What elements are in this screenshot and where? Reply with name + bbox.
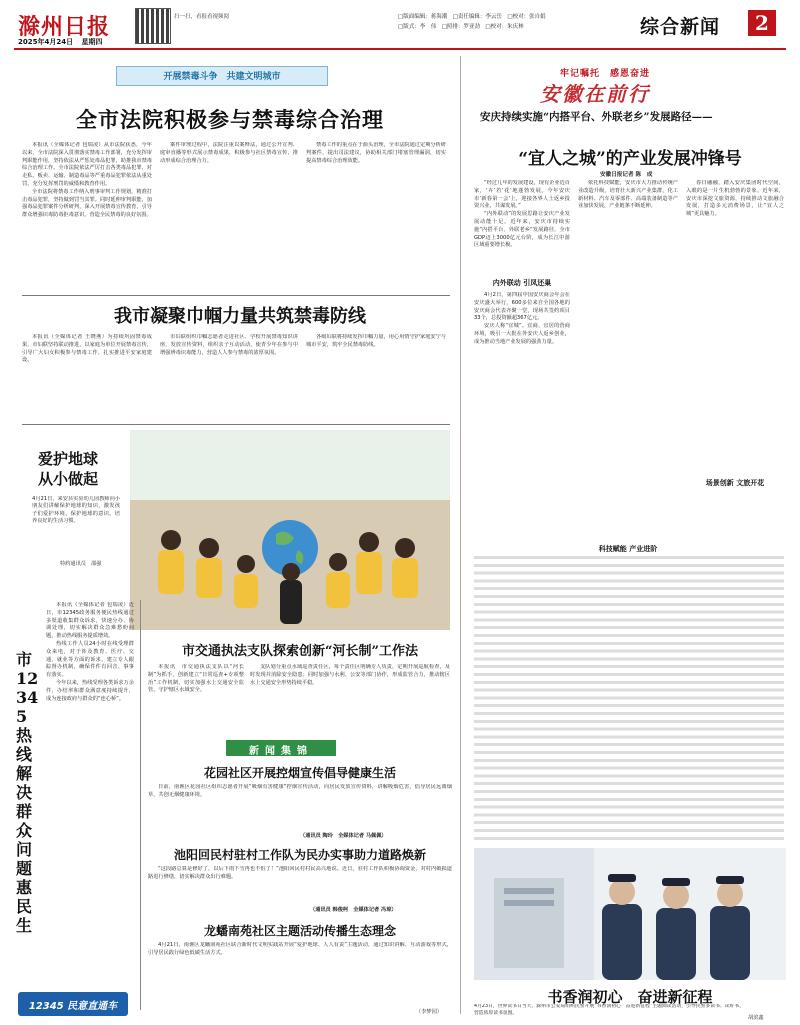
hotline-body [46,602,134,1002]
river-body-col1 [148,664,244,736]
anqing-subhead-3: 场景创新 文旅开花 [705,478,765,487]
hotline-para-2: 热线工作人员24小时在线受理群众来电，对于涉及教育、医疗、交通、就业等方面的诉求，建立专人跟踪督办机制，确保件件有回音、事事有落实。 [46,640,134,679]
newsgroup-label: 新闻集锦 [249,746,313,757]
hotline-vertical-headline: 市12345热线解决群众问题惠民生 [16,650,39,935]
earth-headline-1: 爱护地球 [38,450,99,468]
courts-para-4: 禁毒工作的重点在于源头治理，全市法院通过定期分析研判案件，提出司法建议，协助相关部门堵塞管理漏洞，切实提高禁毒综合治理效能。 [306,142,446,164]
anqing-kicker: 安庆持续实施“内搭平台、外联老乡”发展路径—— [480,111,713,123]
anqing-subhead-2: 科技赋能 产业进阶 [598,544,658,553]
anqing-para-2: “内外联动”的发展思路让安庆产业发展动能十足。近年来，安庆市持续实施“内搭平台、外联老乡”发展路径，全市GDP迈上3000亿元台阶，成为长江中游区域重要增长极。 [474,211,570,249]
women-body-col3 [306,334,446,418]
women-body-col1 [22,334,152,418]
editor-row-2: □版式：李 伟 □照排：罗亚劲 □校对：朱庆林 [398,24,524,30]
editor-row-1: □版面编辑：蒋海潮 □责任编辑：李云岳 □校对：张自娟 [398,14,546,20]
weekday-text: 星期四 [81,38,103,46]
anqing-col2 [578,180,678,540]
campaign-banner-text: 开展禁毒斗争 共建文明城市 [163,72,281,82]
anqing-para-6: 春日融融，踏入安庆集团时代空间，入眼的是一片生机勃勃的景象。近年来，安庆市深挖文旅资源，持续推动文旅融合发展，打造多元消费场景，让“宜人之城”更具魅力。 [686,180,784,218]
date-text: 2025年4月24日 [18,38,74,46]
anqing-col1-b [474,292,570,538]
courts-body-col1 [22,142,152,290]
divider [22,424,450,425]
courts-para-1: 本报讯（全媒体记者 包瑞凌）从市法院获悉，今年以来，全市法院深入贯彻落实禁毒工作部署，充分发挥审判职能作用，坚持依法从严惩处毒品犯罪，助推我市禁毒综合治理工作。全市法院依法严厉打击各类毒品犯罪，对走私、贩卖、运输、制造毒品等严重毒品犯罪依法从重处罚，充分发挥刑罚的威慑和教育作用。 [22,142,152,187]
qr-code [135,8,171,44]
anqing-col1-a [474,180,570,272]
paper-name: 滁州日报 [18,14,111,40]
divider [140,600,141,1010]
women-para-1: 本报讯（全媒体记者 王晓燕）为持续巩固禁毒成果，市妇联坚持联动推进，以家庭为单位开展禁毒宣传，引导广大妇女积极参与禁毒工作，扎实推进平安家庭建设。 [22,334,152,364]
campaign-series-slogan: 牢记嘱托 感恩奋进 [560,69,651,79]
earth-caption: 4月21日，来安县实验幼儿园教师向小朋友们讲解保护地球的知识，激发孩子们爱护环境、保护地球的意识，培养良好的生活习惯。 [32,496,120,525]
reading-photo [474,848,786,980]
qr-note: 扫一扫，看报看视频阅 [174,14,230,20]
anqing-para-4: 安庆人称“宜城”。宜商、宜居的营商环境，吸引一大批在外安庆人返乡创业，成为推动当地产业发展的强劲力量。 [474,323,570,345]
reading-caption: 4月23日，世界读书日当天，滁州市公安局组织民警开展“书香润初心 奋进新征程”主题阅读活动，引导民警多读书、读好书，营造浓厚读书氛围。 [474,1004,744,1016]
courts-headline: 全市法院积极参与禁毒综合治理 [76,107,384,132]
anqing-lower-text [474,556,784,844]
brief3-para: 4月21日，南谯区龙蟠南苑社区联合新时代文明实践站开展“爱护地球、人人有责”主题活动，通过知识讲解、互动游戏等形式，引导居民践行绿色低碳生活方式。 [148,942,452,956]
brief3-byline: （李梦园） [416,1009,442,1015]
courts-para-2: 全市法院将禁毒工作纳入刑事审判工作规划，精准打击毒品犯罪，坚持做到罚当其罪。同时延伸审判职能，加强毒品犯罪案件分析研判，深入开展禁毒宣传教育，引导群众增强识毒防毒拒毒意识，营造全民禁毒的良好氛围。 [22,188,152,219]
river-para-2: 支队划分重点水域巡查责任区，每个责任区明确专人负责，定期开展巡航检查，及时发现并消除安全隐患；同时加强与水利、公安等部门协作，形成监管合力，推动辖区水上交通安全形势持续平稳。 [250,664,450,686]
section-title: 综合新闻 [640,16,721,38]
editor-credits [398,12,608,32]
brief1-headline: 花园社区开展控烟宣传倡导健康生活 [203,766,396,780]
hotline-para-1: 本报讯（全媒体记者 包瑞凌）近日，市12345政务服务便民热线通过多渠道收集群众诉求，快速分办、协调处理，切实解决群众急难愁盼问题，推动热线服务提质增效。 [46,602,134,640]
earth-photo-illustration [130,430,450,630]
reading-credit: 胡滨鑫 [748,1015,764,1021]
divider [22,295,450,296]
courts-para-3: 案件审理过程中，法院注重以案释法，通过公开宣判、庭审直播等形式展示禁毒成果，积极参与社区禁毒宣传，推动形成综合治理合力。 [160,142,298,164]
river-headline: 市交通执法支队探索创新“河长制”工作法 [182,644,418,659]
earth-photo [130,430,450,630]
river-body-col2 [250,664,450,736]
reading-headline: 书香润初心 奋进新征程 [547,988,713,1006]
anqing-para-3: 4月2日，第四届中国安庆商会年会在安庆盛大举行，600多位来自全国各地的安庆商会代表齐聚一堂，现场共签约项目33个，总投资额超367亿元。 [474,292,570,322]
issue-date [18,37,103,47]
women-para-2: 市妇联组织巾帼志愿者走进社区、学校开展禁毒知识讲座，发放宣传资料，组织亲子互动活动，使青少年在参与中增强辨毒识毒能力，营造人人参与禁毒的浓厚氛围。 [160,334,298,356]
brief3-headline: 龙蟠南苑社区主题活动传播生态理念 [203,924,396,938]
page-number: 2 [755,11,769,35]
anqing-para-5: 依托科技赋能，安庆市大力推动传统产业改造升级，培育壮大新兴产业集群，化工新材料、汽车及零部件、高端装备制造等产业加快发展，产业链条不断延伸。 [578,180,678,210]
brief2-para: “这段路总算是修好了，以后下雨下雪再也不怕了！”池阳回民村村民高兴地说。近日，驻村工作队积极协调资金，对村内破损道路进行修缮，切实解决群众出行难题。 [148,866,452,880]
women-body-col2 [160,334,298,418]
campaign-series-title: 安徽在前行 [540,82,650,106]
divider [460,56,461,1014]
masthead-rule [14,48,786,50]
reading-photo-illustration [474,848,786,980]
women-headline: 我市凝聚巾帼力量共筑禁毒防线 [114,306,366,327]
brief2-body [148,866,452,906]
anqing-para-1: “经过几年的发展建设，现有企业近百家，‘卉’若‘花’地蓬勃发展。今年安庆市‘新春第一会’上，迎接各界人士返乡投资兴业，共谋发展。” [474,180,570,210]
hotline-para-3: 今年以来，热线受理各类诉求万余件，办结率和群众满意度持续提升，成为连接政府与群众的“连心桥”。 [46,679,134,702]
courts-body-col3 [306,142,446,290]
anqing-subhead-1: 内外联动 引凤还巢 [492,278,552,287]
brief1-para: 日前，南谯区花园社区组织志愿者开展“吸烟有害健康”控烟宣传活动，向居民发放宣传资料，讲解吸烟危害，倡导居民远离烟草，共创无烟健康环境。 [148,784,452,798]
earth-headline-2: 从小做起 [38,470,99,488]
anqing-author: 安徽日报记者 陈 成 [600,172,653,178]
river-para-1: 本报讯 市交通执法支队以“河长制”为抓手，创新建立“日常巡查+专项整治”工作机制，切实加强水上交通安全监管，守护辖区水域安全。 [148,664,244,694]
brief1-byline: （通讯员 陶玲 全媒体记者 马佩佩） [300,833,387,839]
anqing-headline: “宜人之城”的产业发展冲锋号 [518,149,742,169]
brief3-body [148,942,452,990]
brief2-byline: （通讯员 韩俊柯 全媒体记者 冯琼） [310,907,397,913]
hotline-logo-text: 12345 民意直通车 [28,1001,118,1012]
earth-credit: 特约通讯员 邵强 [60,561,102,567]
courts-body-col2 [160,142,298,290]
brief2-headline: 池阳回民村驻村工作队为民办实事助力道路焕新 [173,848,426,862]
brief1-body [148,784,452,832]
women-para-3: 各级妇联将持续发挥巾帼力量，用心用情守护家庭安宁与城市平安，筑牢全民禁毒防线。 [306,334,446,348]
